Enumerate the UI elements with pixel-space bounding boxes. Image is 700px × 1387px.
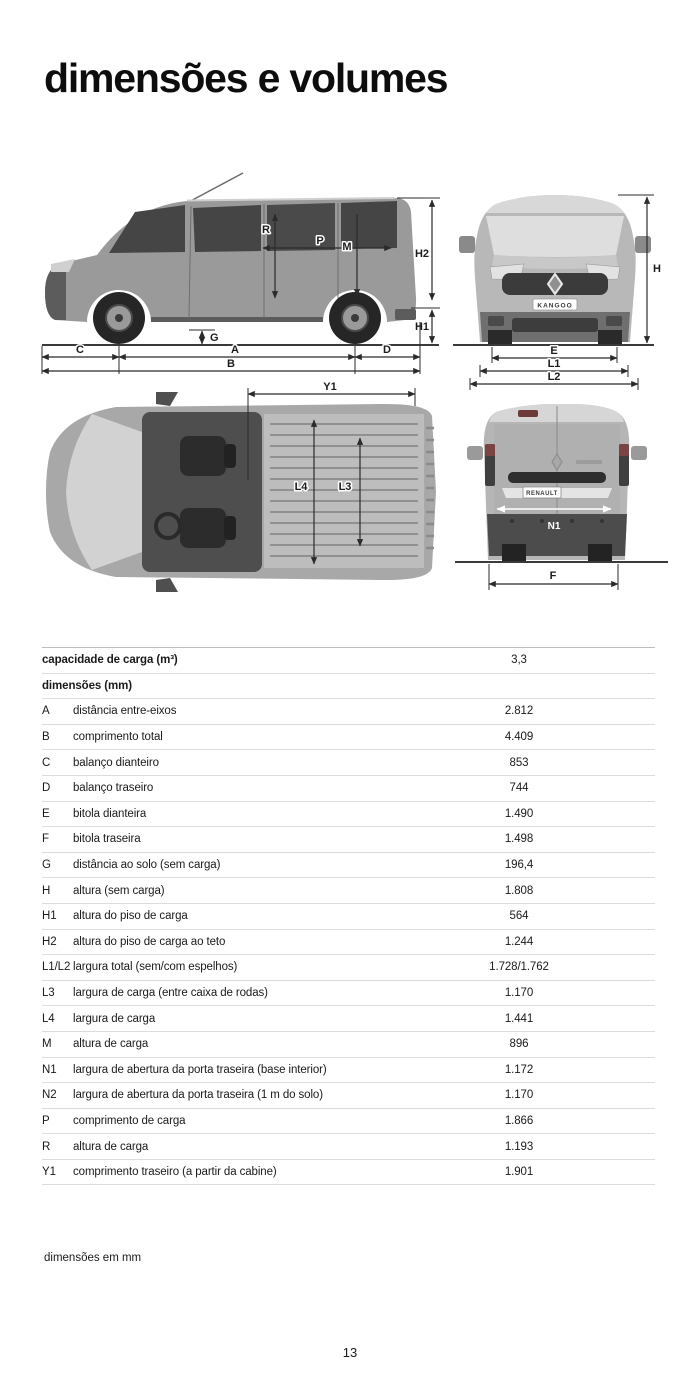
table-row xyxy=(42,827,655,853)
dimension-label: largura total (sem/com espelhos) xyxy=(73,961,238,974)
van-top-body xyxy=(46,392,436,592)
dim-label-c: C xyxy=(76,344,84,356)
dimension-value: 1.498 xyxy=(504,833,534,846)
dim-label-r: R xyxy=(262,224,270,236)
dim-label-l2: L2 xyxy=(547,371,561,383)
dim-label-a: A xyxy=(231,344,239,356)
dim-label-d: D xyxy=(383,344,391,356)
table-section-row xyxy=(42,674,655,700)
dimension-code: E xyxy=(42,807,50,820)
dimension-value: 2.812 xyxy=(504,705,534,718)
dimension-value: 1.901 xyxy=(504,1166,534,1179)
dimension-label: bitola dianteira xyxy=(73,807,147,820)
dimension-label: altura do piso de carga xyxy=(73,910,188,923)
dim-label-h2: H2 xyxy=(414,248,429,260)
dim-label-y1: Y1 xyxy=(323,381,337,393)
dimension-value: 1.170 xyxy=(504,1089,534,1102)
table-row xyxy=(42,878,655,904)
dimension-value: 853 xyxy=(509,756,529,769)
dimension-code: B xyxy=(42,731,50,744)
dimension-value: 1.170 xyxy=(504,987,534,1000)
van-side-body xyxy=(45,173,416,344)
units-footnote: dimensões em mm xyxy=(44,1252,142,1264)
dimension-label: distância ao solo (sem carga) xyxy=(73,859,221,872)
dimension-label: altura de carga xyxy=(73,1038,149,1051)
dim-label-e: E xyxy=(550,345,558,357)
dimension-code: R xyxy=(42,1140,51,1153)
dimension-label: altura (sem carga) xyxy=(73,884,165,897)
van-rear-body xyxy=(467,404,647,562)
dimension-code: M xyxy=(42,1038,52,1051)
table-row xyxy=(42,1160,655,1186)
dimension-code: P xyxy=(42,1114,50,1127)
capacity-value: 3,3 xyxy=(511,654,527,667)
dimension-code: D xyxy=(42,782,51,795)
dimension-code: N1 xyxy=(42,1063,57,1076)
table-row xyxy=(42,699,655,725)
dim-label-f: F xyxy=(549,570,557,582)
page-title: dimensões e volumes xyxy=(44,55,448,102)
van-side-view-diagram xyxy=(35,160,445,395)
dim-label-b: B xyxy=(227,358,235,370)
dimension-value: 896 xyxy=(509,1038,529,1051)
kangoo-badge: KANGOO xyxy=(537,302,573,310)
dim-label-p: P xyxy=(316,235,324,247)
dimension-code: G xyxy=(42,859,51,872)
dimension-code: H2 xyxy=(42,935,57,948)
dimension-value: 1.808 xyxy=(504,884,534,897)
dimension-code: L4 xyxy=(42,1012,55,1025)
dimension-value: 1.172 xyxy=(504,1063,534,1076)
table-row xyxy=(42,904,655,930)
table-row xyxy=(42,1109,655,1135)
van-top-view-diagram xyxy=(30,380,450,610)
dimension-value: 1.490 xyxy=(504,807,534,820)
dimension-value: 1.866 xyxy=(504,1114,534,1127)
dimension-label: comprimento traseiro (a partir da cabine) xyxy=(73,1166,277,1179)
table-row-capacity xyxy=(42,648,655,674)
table-row xyxy=(42,725,655,751)
table-row xyxy=(42,802,655,828)
dimension-value: 196,4 xyxy=(504,859,534,872)
dim-label-n1: N1 xyxy=(547,521,561,532)
dim-label-h: H xyxy=(653,263,661,275)
table-row xyxy=(42,981,655,1007)
dimension-value: 564 xyxy=(509,910,529,923)
page-number: 13 xyxy=(342,1345,358,1360)
table-row xyxy=(42,1032,655,1058)
dimension-code: C xyxy=(42,756,51,769)
dimension-code: L3 xyxy=(42,987,55,1000)
dimension-code: H1 xyxy=(42,910,57,923)
dim-label-m: M xyxy=(342,241,352,253)
van-front-body xyxy=(459,195,651,345)
dimension-label: balanço traseiro xyxy=(73,782,154,795)
table-row xyxy=(42,1006,655,1032)
dimension-label: largura de carga (entre caixa de rodas) xyxy=(73,987,268,1000)
dim-label-g: G xyxy=(210,332,219,344)
table-row xyxy=(42,776,655,802)
van-rear-view-diagram xyxy=(450,388,700,603)
dim-label-l3: L3 xyxy=(338,481,352,493)
dimension-code: N2 xyxy=(42,1089,57,1102)
table-row xyxy=(42,930,655,956)
table-row xyxy=(42,1134,655,1160)
dimension-label: comprimento de carga xyxy=(73,1114,186,1127)
dimension-value: 1.193 xyxy=(504,1140,534,1153)
dimension-value: 4.409 xyxy=(504,731,534,744)
dimension-label: altura do piso de carga ao teto xyxy=(73,935,226,948)
dimension-value: 1.244 xyxy=(504,935,534,948)
dimensions-table xyxy=(42,647,655,1185)
dimension-code: H xyxy=(42,884,51,897)
table-row xyxy=(42,1083,655,1109)
capacity-label: capacidade de carga (m³) xyxy=(42,654,178,667)
dimension-label: altura de carga xyxy=(73,1140,149,1153)
dim-label-l1: L1 xyxy=(547,358,561,370)
table-row xyxy=(42,1058,655,1084)
dim-label-h1: H1 xyxy=(414,321,429,333)
van-front-view-diagram xyxy=(450,160,700,400)
dimension-value: 1.441 xyxy=(504,1012,534,1025)
dimension-code: F xyxy=(42,833,49,846)
table-row xyxy=(42,955,655,981)
dimension-value: 1.728/1.762 xyxy=(489,961,549,974)
dimension-code: L1/L2 xyxy=(42,961,71,974)
dimension-label: largura de abertura da porta traseira (base interior) xyxy=(73,1063,327,1076)
section-label: dimensões (mm) xyxy=(42,679,132,692)
dimension-code: A xyxy=(42,705,50,718)
table-row xyxy=(42,750,655,776)
dimension-label: comprimento total xyxy=(73,731,163,744)
renault-badge: RENAULT xyxy=(526,491,558,497)
dim-label-l4: L4 xyxy=(294,481,308,493)
dimension-label: largura de abertura da porta traseira (1 m do solo) xyxy=(73,1089,323,1102)
table-row xyxy=(42,853,655,879)
dimension-label: bitola traseira xyxy=(73,833,141,846)
dimension-label: largura de carga xyxy=(73,1012,156,1025)
dimension-label: balanço dianteiro xyxy=(73,756,159,769)
dimension-code: Y1 xyxy=(42,1166,56,1179)
dimension-value: 744 xyxy=(509,782,529,795)
dimension-label: distância entre-eixos xyxy=(73,705,177,718)
